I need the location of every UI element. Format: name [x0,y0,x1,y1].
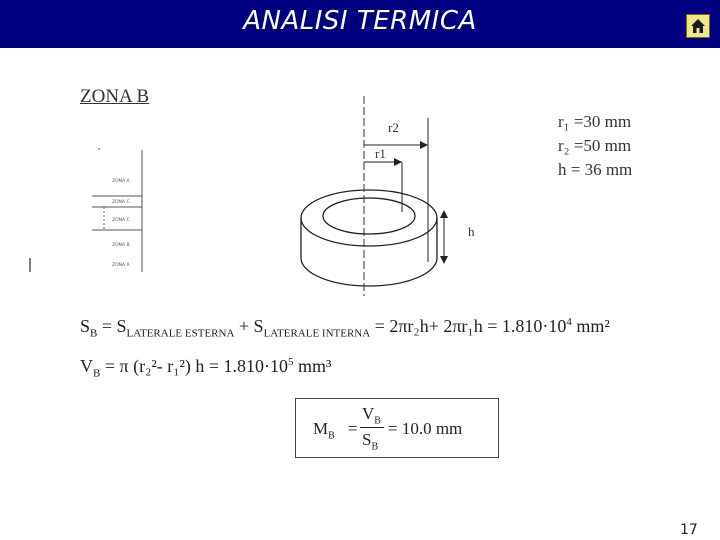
mb-symbol: $M_B$ [313,419,335,442]
mini-label-2: ZONA C [112,200,130,205]
param-r2: r₂ =50 mm [558,136,632,155]
r2-label: r2 [388,120,399,135]
mini-label-3: ZONA C [112,218,130,223]
mb-denominator: $S_B$ [362,430,379,453]
mb-result: = 10.0 mm [388,419,463,438]
mini-label-1: ZONA A [112,179,130,184]
slide-title: ANALISI TERMICA [243,6,477,36]
formula-vb: $V_B = \pi$ (r₂²- r₁²) $h = 1.810\cdot 10^5$ mm³ [80,356,332,380]
mb-numerator: $V_B$ [362,404,381,427]
formula-mb-box [295,398,499,458]
param-h: h = 36 mm [558,160,633,179]
page-number: 17 [680,522,698,538]
ring-cylinder [301,190,437,286]
mini-zone-diagram [30,149,142,272]
mini-label-5: ZONA A [112,263,130,268]
param-r1: r₁ =30 mm [558,112,632,131]
mini-label-4: ZONA B [112,243,130,248]
fraction-bar [360,427,384,428]
mb-eq: = [348,419,358,438]
section-title: ZONA B [80,86,150,107]
formula-sb: $S_B = S_{LATERALE ESTERNA} + S_{LATERALE INTERNA} = 2\pi r_2h+ 2\pi r_1h = 1.810\cdot 10^4$ mm² [80,316,610,340]
parameters [558,110,632,182]
mini-zone-labels [112,178,130,268]
h-label: h [468,224,475,239]
r1-label: r1 [375,146,386,161]
